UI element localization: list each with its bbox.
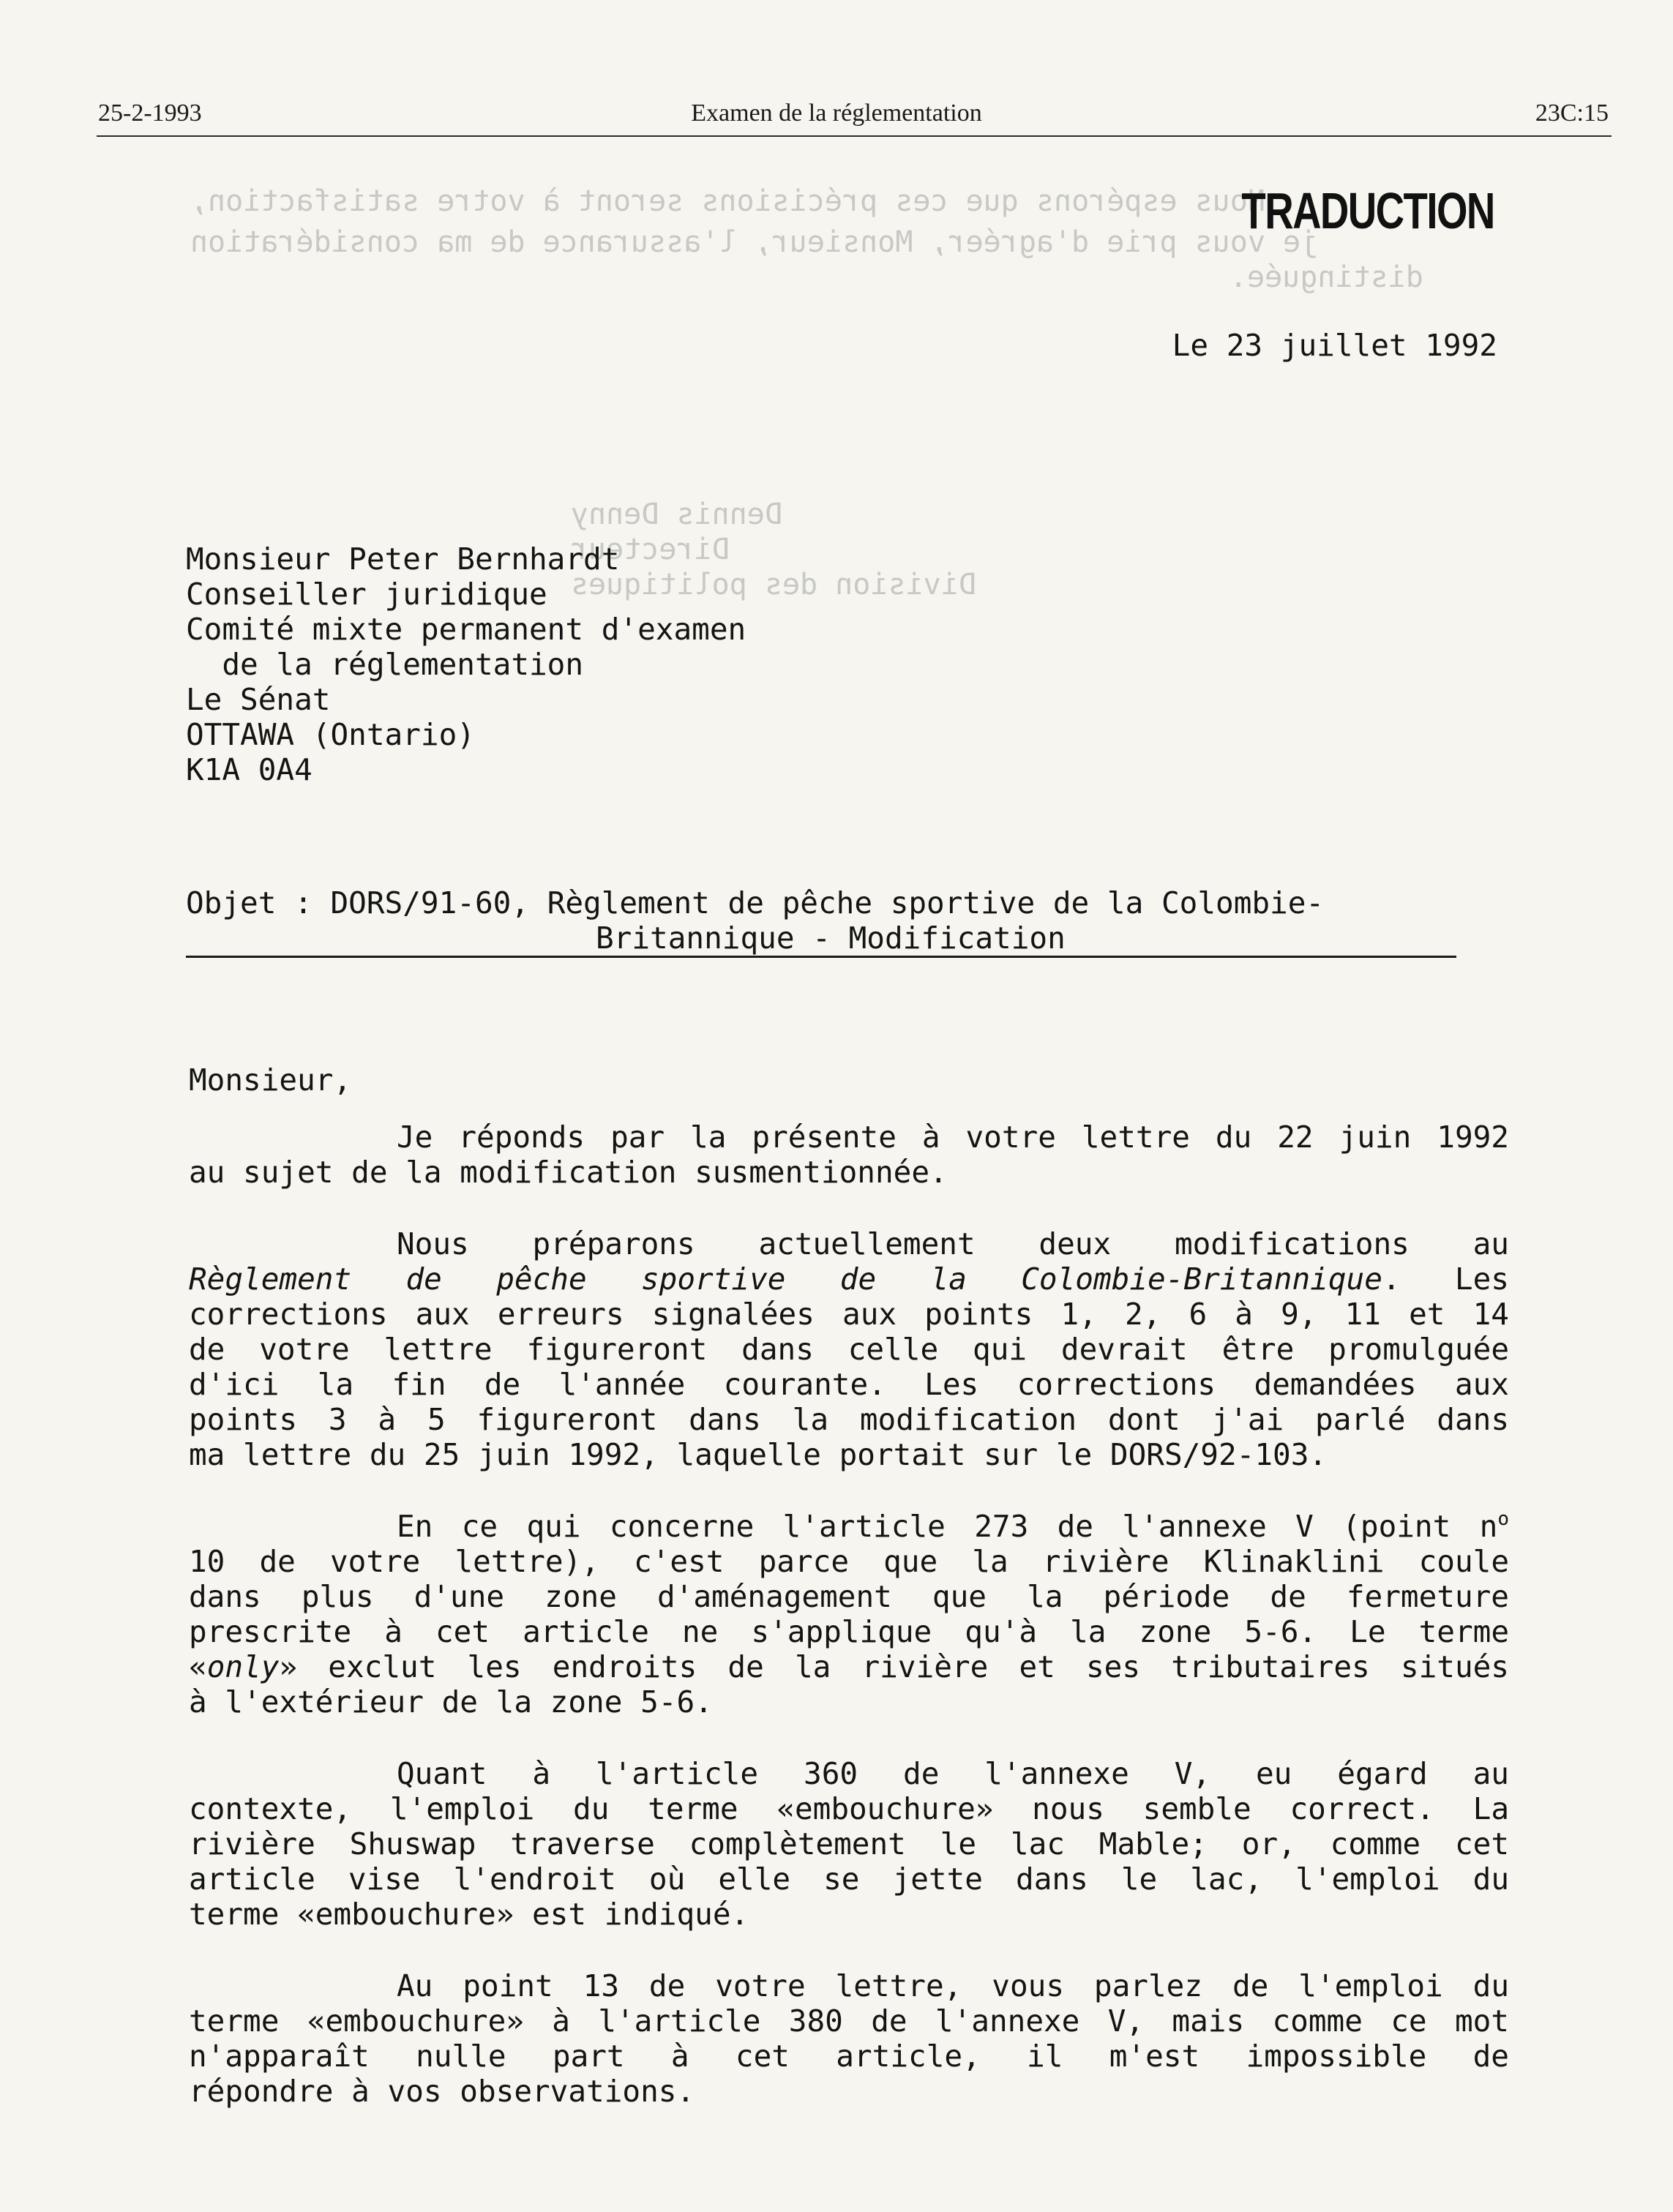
paragraph-line: terme «embouchure» à l'article 380 de l'annexe V, mais comme ce mot — [189, 2003, 1509, 2039]
paragraph-line: ma lettre du 25 juin 1992, laquelle portait sur le DORS/92-103. — [189, 1437, 1328, 1472]
header-rule — [97, 135, 1612, 137]
bleed-through-text: je vous prie d'agréer, Monsieur, l'assurance de ma considération — [190, 225, 1319, 259]
paragraph-line: contexte, l'emploi du terme «embouchure» nous semble correct. La — [189, 1791, 1509, 1826]
paragraph-line: n'apparaît nulle part à cet article, il m'est impossible de — [189, 2039, 1509, 2074]
paragraph-3: En ce qui concerne l'article 273 de l'annexe V (point $n^o$ 10 de votre lettre), c'est parce que la rivière Klinaklini coule dans plus d'une zone d'aménagement que la période de fermeture prescrite à cet article ne s'applique qu'à la zone 5-6. Le terme «only» exclut les endroits de la rivière et ses tributaires situés à l'extérieur de la zone 5-6. — [189, 1508, 1509, 1720]
subject-line — [186, 885, 1503, 956]
bleed-through-text: distinguée. — [1230, 260, 1423, 294]
paragraph-1 — [189, 1120, 1509, 1190]
paragraph-line: répondre à vos observations. — [189, 2074, 695, 2109]
paragraph-2: Nous préparons actuellement deux modifications au Règlement de pêche sportive de la Colombie-Britannique. Les corrections aux erreurs signalées aux points 1, 2, 6 à 9, 11 et 14 de votre lettre figureront dans celle qui devrait être promulguée d'ici la fin de l'année courante. Les corrections demandées aux points 3 à 5 figureront dans la modification dont j'ai parlé dans ma lettre du 25 juin 1992, laquelle portait sur le DORS/92-103. — [189, 1226, 1509, 1472]
paragraph-line: prescrite à cet article ne s'applique qu'à la zone 5-6. Le terme — [189, 1614, 1509, 1649]
paragraph-line: de votre lettre figureront dans celle qui devrait être promulguée — [189, 1332, 1509, 1367]
paragraph-line: Je réponds par la présente à votre lettre du 22 juin 1992 — [397, 1120, 1509, 1155]
paragraph-line: à l'extérieur de la zone 5-6. — [189, 1684, 713, 1720]
recipient-line: Conseiller juridique — [186, 577, 547, 612]
paragraph-line: article vise l'endroit où elle se jette dans le lac, l'emploi du — [189, 1862, 1509, 1897]
subject-underline — [186, 956, 1456, 958]
paragraph-line: 10 de votre lettre), c'est parce que la rivière Klinaklini coule — [189, 1544, 1509, 1579]
recipient-line: Le Sénat — [186, 682, 331, 717]
letter-body — [189, 1120, 1509, 2145]
recipient-address — [186, 541, 746, 787]
paragraph-5 — [189, 1968, 1509, 2109]
subject-text-line2: Britannique - Modification — [596, 921, 1066, 956]
paragraph-line: au sujet de la modification susmentionnée. — [189, 1155, 948, 1190]
paragraph-line: Nous préparons actuellement deux modifications au — [397, 1226, 1509, 1261]
bleed-through-text: Directeur — [571, 533, 730, 566]
paragraph-line: Au point 13 de votre lettre, vous parlez de l'emploi du — [397, 1968, 1509, 2003]
paragraph-line: d'ici la fin de l'année courante. Les corrections demandées aux — [189, 1367, 1509, 1402]
recipient-line: de la réglementation — [186, 647, 584, 682]
subject-label: Objet : — [186, 885, 312, 921]
header-page-number: 23C:15 — [1535, 100, 1609, 127]
paragraph-line: Quant à l'article 360 de l'annexe V, eu égard au — [397, 1756, 1509, 1791]
recipient-line: Comité mixte permanent d'examen — [186, 612, 746, 647]
paragraph-line: terme «embouchure» est indiqué. — [189, 1897, 749, 1932]
paragraph-line: En ce qui concerne l'article 273 de l'annexe V (point n — [397, 1509, 1498, 1544]
regulation-title: Règlement de pêche sportive de la Colombie-Britannique — [189, 1261, 1382, 1297]
recipient-line: K1A 0A4 — [186, 752, 312, 787]
header-date: 25-2-1993 — [98, 100, 202, 127]
bleed-through-text: Division des politiques — [571, 568, 976, 601]
recipient-line: Monsieur Peter Bernhardt — [186, 541, 620, 577]
paragraph-line: rivière Shuswap traverse complètement le lac Mable; or, comme cet — [189, 1826, 1509, 1862]
bleed-through-text: Nous espérons que ces précisions seront à votre satisfaction, — [190, 184, 1266, 218]
bleed-through-text: Dennis Denny — [571, 498, 782, 531]
recipient-line: OTTAWA (Ontario) — [186, 717, 475, 752]
traduction-stamp: TRADUCTION — [1241, 182, 1494, 239]
term-only: only — [206, 1649, 280, 1684]
subject-text-line1: DORS/91-60, Règlement de pêche sportive de la Colombie- — [330, 885, 1325, 921]
salutation: Monsieur, — [189, 1062, 352, 1098]
letter-date: Le 23 juillet 1992 — [1172, 328, 1497, 363]
paragraph-line: corrections aux erreurs signalées aux points 1, 2, 6 à 9, 11 et 14 — [189, 1297, 1509, 1332]
paragraph-line: points 3 à 5 figureront dans la modification dont j'ai parlé dans — [189, 1402, 1509, 1437]
paragraph-4 — [189, 1756, 1509, 1932]
paragraph-line: dans plus d'une zone d'aménagement que la période de fermeture — [189, 1579, 1509, 1614]
header-title: Examen de la réglementation — [691, 100, 982, 127]
